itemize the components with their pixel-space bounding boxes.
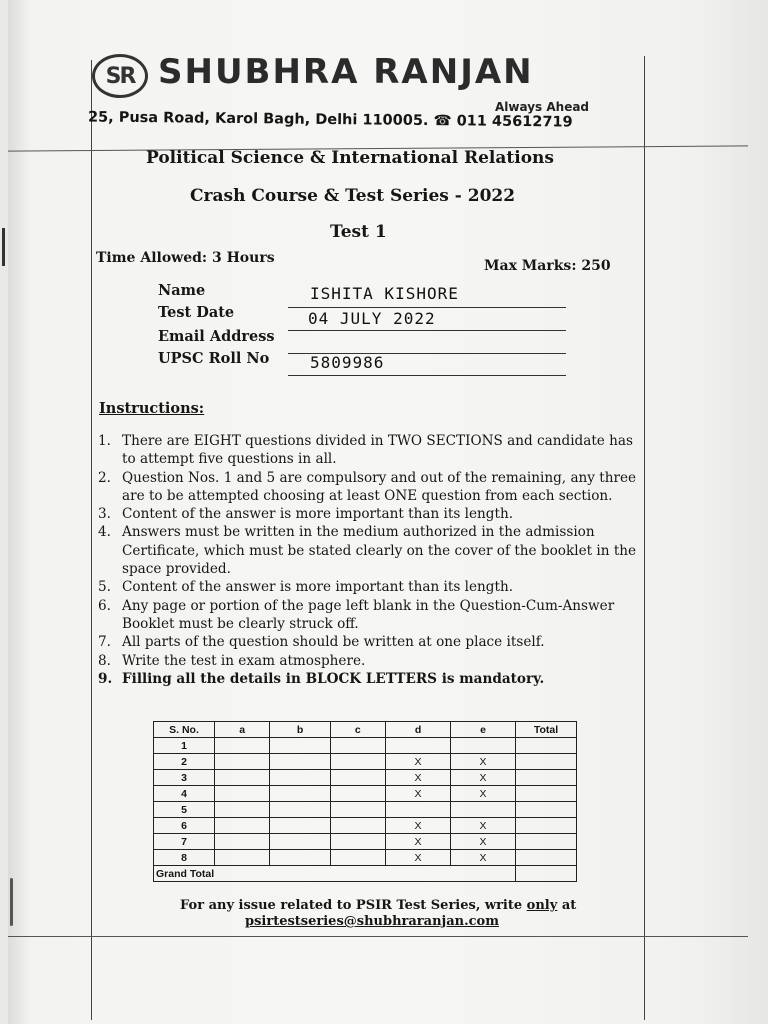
table-row bbox=[154, 850, 577, 866]
footer-divider bbox=[8, 936, 748, 937]
left-margin-line bbox=[91, 60, 92, 1020]
instructions-list bbox=[98, 432, 648, 688]
support-email-link[interactable]: psirtestseries@shubhraranjan.com bbox=[245, 914, 499, 929]
instruction-text: Filling all the details in BLOCK LETTERS is mandatory. bbox=[122, 670, 545, 687]
instruction-item bbox=[98, 652, 648, 670]
instruction-item bbox=[98, 505, 648, 523]
column-header: b bbox=[270, 722, 330, 738]
marks-cell[interactable] bbox=[516, 786, 577, 802]
question-number-cell: 7 bbox=[154, 834, 215, 850]
marks-cell[interactable]: X bbox=[386, 754, 451, 770]
instruction-text: Question Nos. 1 and 5 are compulsory and out of the remaining, any three are to be attempted choosing at least ONE question from each section. bbox=[122, 469, 637, 504]
marks-cell[interactable] bbox=[215, 754, 270, 770]
grand-total-label: Grand Total bbox=[154, 866, 516, 882]
subject-title: Political Science & International Relations bbox=[146, 148, 554, 168]
marks-cell[interactable]: X bbox=[386, 834, 451, 850]
instruction-number: 6. bbox=[98, 597, 111, 614]
course-title: Crash Course & Test Series - 2022 bbox=[190, 186, 516, 206]
table-row bbox=[154, 786, 577, 802]
marks-cell[interactable]: X bbox=[451, 818, 516, 834]
column-header: S. No. bbox=[154, 722, 215, 738]
marks-cell[interactable] bbox=[215, 850, 270, 866]
instruction-text: There are EIGHT questions divided in TWO SECTIONS and candidate has to attempt five questions in all. bbox=[122, 433, 634, 468]
marks-cell[interactable] bbox=[215, 834, 270, 850]
question-number-cell: 5 bbox=[154, 802, 215, 818]
brand-logo: SR bbox=[92, 54, 148, 98]
table-row bbox=[154, 818, 577, 834]
marks-cell[interactable]: X bbox=[386, 850, 451, 866]
marks-cell[interactable]: X bbox=[386, 786, 451, 802]
marks-cell[interactable] bbox=[516, 834, 577, 850]
name-value[interactable]: ISHITA KISHORE bbox=[310, 284, 459, 303]
marks-cell[interactable] bbox=[330, 786, 385, 802]
column-header: e bbox=[451, 722, 516, 738]
max-marks: Max Marks: 250 bbox=[484, 258, 611, 274]
marks-cell[interactable] bbox=[330, 802, 385, 818]
marks-cell[interactable]: X bbox=[451, 850, 516, 866]
instruction-number: 9. bbox=[98, 670, 113, 687]
marks-cell[interactable]: X bbox=[451, 834, 516, 850]
instruction-number: 2. bbox=[98, 469, 111, 486]
grand-total-cell[interactable] bbox=[516, 866, 577, 882]
instruction-number: 3. bbox=[98, 506, 111, 523]
roll-no-line bbox=[288, 375, 566, 376]
marks-cell[interactable] bbox=[386, 802, 451, 818]
marks-cell[interactable] bbox=[516, 770, 577, 786]
marks-cell[interactable] bbox=[330, 834, 385, 850]
marks-cell[interactable] bbox=[516, 850, 577, 866]
binding-mark bbox=[2, 228, 5, 266]
roll-no-label: UPSC Roll No bbox=[158, 350, 270, 367]
instruction-number: 1. bbox=[98, 433, 111, 449]
marks-cell[interactable] bbox=[215, 770, 270, 786]
marks-cell[interactable] bbox=[330, 818, 385, 834]
footer-emphasis: only bbox=[526, 898, 558, 913]
question-number-cell: 3 bbox=[154, 770, 215, 786]
marks-cell[interactable] bbox=[516, 818, 577, 834]
footer-text: at bbox=[557, 898, 577, 913]
marks-cell[interactable] bbox=[330, 738, 385, 754]
question-number-cell: 8 bbox=[154, 850, 215, 866]
instruction-text: Any page or portion of the page left blank in the Question-Cum-Answer Booklet must be clearly struck off. bbox=[122, 597, 615, 632]
instruction-item bbox=[98, 670, 648, 688]
column-header: a bbox=[215, 722, 270, 738]
marks-cell[interactable] bbox=[215, 802, 270, 818]
marks-cell[interactable]: X bbox=[451, 786, 516, 802]
marks-cell[interactable] bbox=[451, 802, 516, 818]
brand-name: SHUBHRA RANJAN bbox=[158, 52, 534, 92]
instruction-item bbox=[98, 633, 648, 651]
instruction-text: Content of the answer is more important than its length. bbox=[122, 579, 514, 596]
marks-cell[interactable] bbox=[516, 738, 577, 754]
instruction-number: 4. bbox=[98, 524, 111, 541]
name-line bbox=[288, 307, 566, 308]
binding-mark bbox=[10, 878, 13, 926]
question-number-cell: 2 bbox=[154, 754, 215, 770]
instruction-text: Content of the answer is more important than its length. bbox=[122, 506, 514, 523]
instruction-item bbox=[98, 432, 648, 469]
time-allowed: Time Allowed: 3 Hours bbox=[96, 250, 275, 266]
marks-cell[interactable]: X bbox=[386, 770, 451, 786]
instruction-number: 8. bbox=[98, 652, 111, 669]
column-header: d bbox=[386, 722, 451, 738]
column-header: Total bbox=[516, 722, 577, 738]
test-title: Test 1 bbox=[330, 222, 387, 242]
marks-cell[interactable] bbox=[386, 738, 451, 754]
question-number-cell: 1 bbox=[154, 738, 215, 754]
brand-header bbox=[92, 52, 622, 104]
marks-cell[interactable] bbox=[330, 850, 385, 866]
brand-tagline: Always Ahead bbox=[495, 100, 590, 114]
marks-cell[interactable] bbox=[270, 834, 330, 850]
table-row bbox=[154, 834, 577, 850]
marks-cell[interactable] bbox=[270, 850, 330, 866]
instruction-item bbox=[98, 597, 648, 634]
instruction-text: Write the test in exam atmosphere. bbox=[122, 652, 366, 669]
marks-cell[interactable] bbox=[270, 754, 330, 770]
test-date-label: Test Date bbox=[158, 304, 235, 321]
instructions-heading: Instructions: bbox=[99, 400, 205, 417]
roll-no-value[interactable]: 5809986 bbox=[310, 353, 385, 372]
grand-total-row bbox=[154, 866, 577, 882]
marks-cell[interactable] bbox=[270, 818, 330, 834]
instruction-number: 5. bbox=[98, 579, 111, 596]
instruction-item bbox=[98, 523, 648, 578]
marks-cell[interactable] bbox=[330, 770, 385, 786]
marks-cell[interactable] bbox=[330, 754, 385, 770]
marks-cell[interactable] bbox=[215, 786, 270, 802]
marks-cell[interactable] bbox=[270, 802, 330, 818]
marks-table bbox=[153, 721, 577, 882]
table-row bbox=[154, 738, 577, 754]
table-row bbox=[154, 770, 577, 786]
name-label: Name bbox=[158, 282, 206, 299]
table-row bbox=[154, 802, 577, 818]
marks-cell[interactable]: X bbox=[451, 754, 516, 770]
marks-cell[interactable] bbox=[215, 818, 270, 834]
marks-cell[interactable]: X bbox=[386, 818, 451, 834]
marks-cell[interactable] bbox=[516, 754, 577, 770]
marks-cell[interactable] bbox=[270, 786, 330, 802]
marks-cell[interactable] bbox=[215, 738, 270, 754]
instruction-number: 7. bbox=[98, 634, 111, 651]
email-label: Email Address bbox=[158, 328, 275, 345]
footer-text: For any issue related to PSIR Test Series, write bbox=[180, 898, 527, 913]
marks-cell[interactable]: X bbox=[451, 770, 516, 786]
test-date-value[interactable]: 04 JULY 2022 bbox=[308, 309, 436, 328]
instruction-item bbox=[98, 469, 648, 506]
instruction-item bbox=[98, 578, 648, 596]
marks-cell[interactable] bbox=[270, 770, 330, 786]
table-header-row bbox=[154, 722, 577, 738]
marks-cell[interactable] bbox=[270, 738, 330, 754]
table-row bbox=[154, 754, 577, 770]
test-date-line bbox=[288, 330, 566, 331]
marks-cell[interactable] bbox=[451, 738, 516, 754]
instruction-text: Answers must be written in the medium authorized in the admission Certificate, which must be stated clearly on the cover of the booklet in the space provided. bbox=[122, 524, 637, 578]
footer-note bbox=[180, 898, 576, 913]
instruction-text: All parts of the question should be written at one place itself. bbox=[122, 634, 545, 651]
question-number-cell: 6 bbox=[154, 818, 215, 834]
question-number-cell: 4 bbox=[154, 786, 215, 802]
marks-cell[interactable] bbox=[516, 802, 577, 818]
column-header: c bbox=[330, 722, 385, 738]
institute-address: 25, Pusa Road, Karol Bagh, Delhi 110005. ☎ 011 45612719 bbox=[87, 109, 573, 131]
